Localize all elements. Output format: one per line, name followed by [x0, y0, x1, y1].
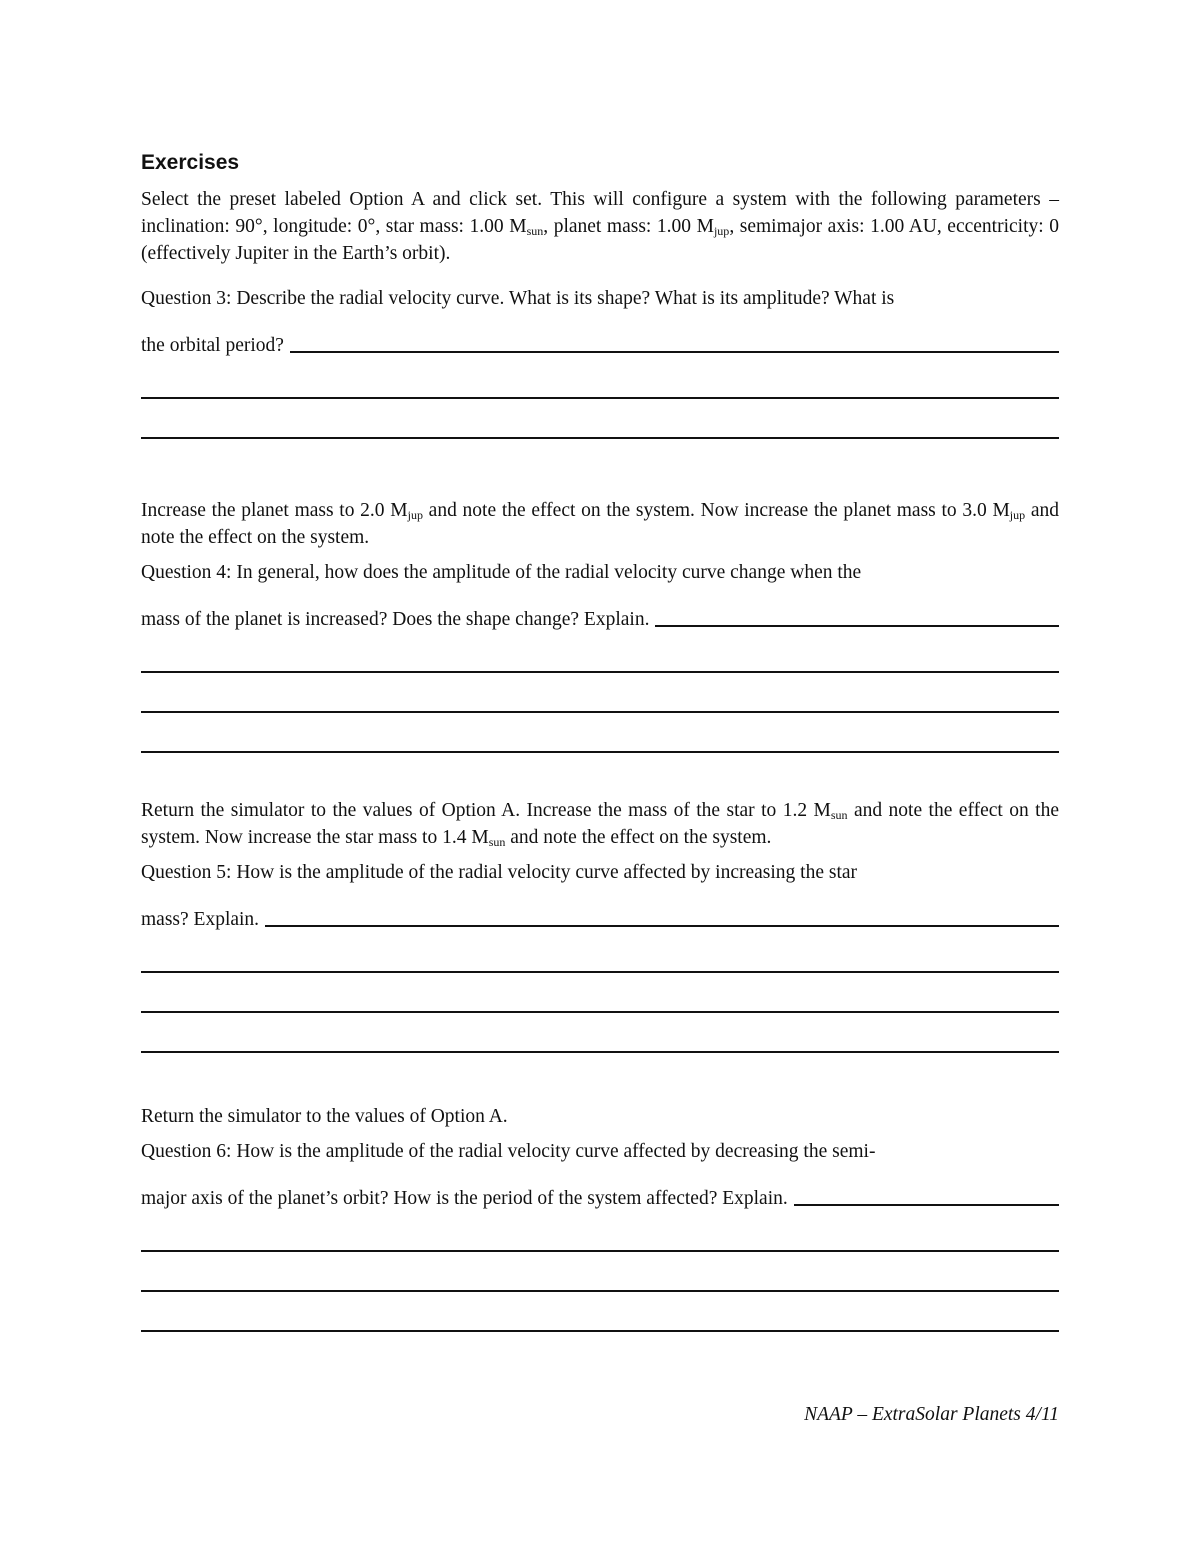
intro-paragraph: Select the preset labeled Option A and click set. This will configure a system with the following parameters – inclination: 90°, longitude: 0°, star mass: 1.00 $M_{sun}$, planet mass: 1.00 $M_{jup}$, semimajor axis: 1.00 AU, eccentricity: 0 (effectively Jupiter in the Earth’s orbit).	[141, 189, 1059, 264]
question-3: Question 3: Describe the radial velocity curve. What is its shape? What is its amplitude? What is	[141, 288, 895, 309]
answer-field-q6[interactable]: major axis of the planet’s orbit? How is the period of the system affected? Explain.	[141, 1172, 1059, 1212]
answer-line-q6-4[interactable]	[141, 1292, 1059, 1332]
instruction-star-mass: Return the simulator to the values of Option A. Increase the mass of the star to 1.2 $M_{sun}$ and note the effect on the system. Now increase the star mass to 1.4 $M_{sun}$ and note the effect on the system.	[141, 800, 1059, 849]
worksheet-page	[141, 150, 1059, 1332]
answer-field-q5[interactable]: mass? Explain.	[141, 893, 1059, 933]
answer-line-q5-4[interactable]	[141, 1013, 1059, 1053]
answer-line-q4-2[interactable]	[141, 633, 1059, 673]
answer-field-q4[interactable]: mass of the planet is increased? Does the shape change? Explain.	[141, 593, 1059, 633]
instruction-reset: Return the simulator to the values of Option A.	[141, 1106, 508, 1127]
section-heading: Exercises	[141, 151, 240, 174]
question-5: Question 5: How is the amplitude of the radial velocity curve affected by increasing the star	[141, 862, 858, 883]
answer-line-q3-2[interactable]	[141, 359, 1059, 399]
answer-line-q3-3[interactable]	[141, 399, 1059, 439]
answer-line-q6-3[interactable]	[141, 1252, 1059, 1292]
page-footer: NAAP – ExtraSolar Planets 4/11	[804, 1404, 1059, 1425]
answer-line-q5-2[interactable]	[141, 933, 1059, 973]
instruction-planet-mass: Increase the planet mass to 2.0 $M_{jup}$ and note the effect on the system. Now increase the planet mass to 3.0 $M_{jup}$ and note the effect on the system.	[141, 500, 1059, 548]
answer-line-q6-2[interactable]	[141, 1212, 1059, 1252]
answer-line-q4-4[interactable]	[141, 713, 1059, 753]
answer-field-q3[interactable]: the orbital period?	[141, 319, 1059, 359]
question-6: Question 6: How is the amplitude of the radial velocity curve affected by decreasing the semi-	[141, 1141, 876, 1162]
question-4: Question 4: In general, how does the amplitude of the radial velocity curve change when the	[141, 562, 862, 583]
answer-line-q4-3[interactable]	[141, 673, 1059, 713]
answer-line-q5-3[interactable]	[141, 973, 1059, 1013]
